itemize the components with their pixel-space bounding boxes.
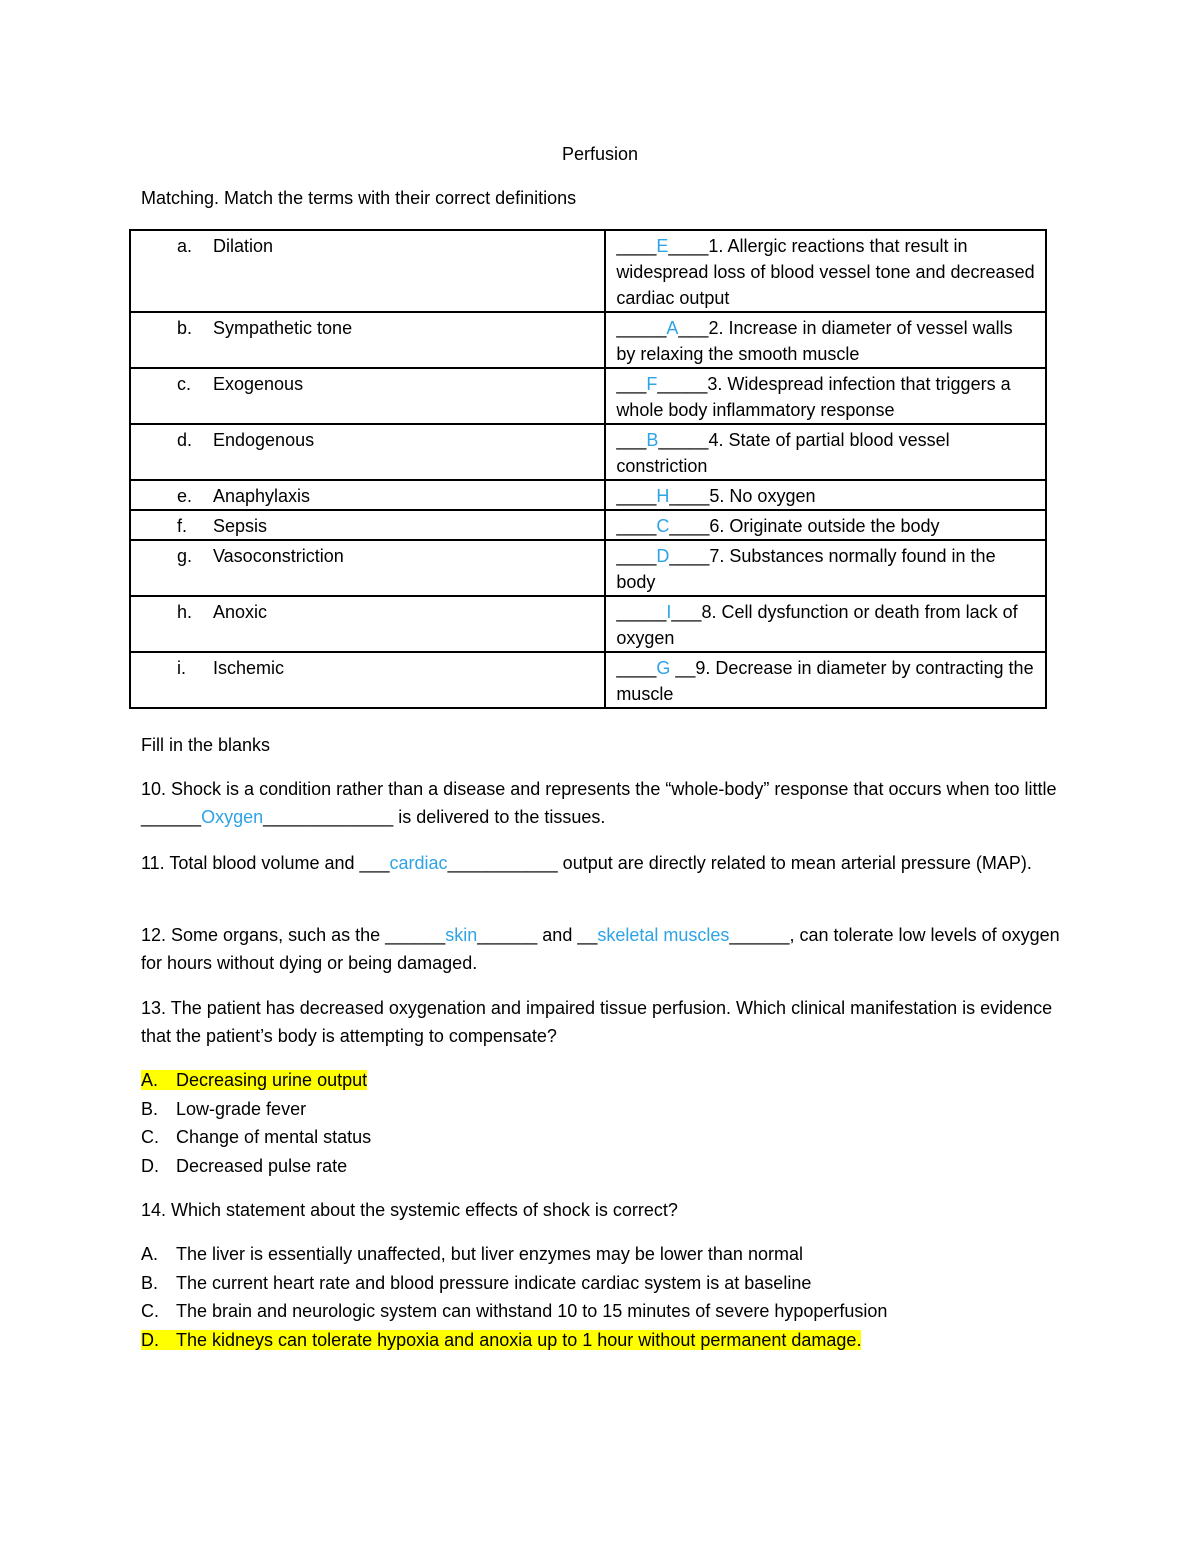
term-letter: c. xyxy=(177,374,192,394)
term-letter: a. xyxy=(177,236,193,256)
matching-term-cell xyxy=(130,230,605,312)
matching-row xyxy=(130,480,1046,510)
definition-text: 3. Widespread infection that triggers a whole body inflammatory response xyxy=(616,374,1011,420)
q10-text-a: 10. Shock is a condition rather than a disease and represents the “whole-body” response that occurs when too little ______ xyxy=(141,779,1057,827)
answer-letter: F xyxy=(646,374,658,394)
question-12 xyxy=(141,921,1071,977)
q13-options xyxy=(141,1066,371,1180)
answer-blank-pre: ___ xyxy=(616,430,647,450)
matching-instructions: Matching. Match the terms with their correct definitions xyxy=(141,188,577,208)
q14-option-c-label: C. xyxy=(141,1301,159,1321)
answer-letter: A xyxy=(666,318,679,338)
question-13: 13. The patient has decreased oxygenation and impaired tissue perfusion. Which clinical manifestation is evidence that the patient’s body is attempting to compensate? xyxy=(141,998,1053,1046)
answer-blank-pre: ___ xyxy=(616,374,647,394)
q14-option-a xyxy=(141,1240,887,1269)
term-text: Anoxic xyxy=(213,602,268,622)
q14-option-b-label: B. xyxy=(141,1272,159,1293)
matching-definition-cell xyxy=(605,596,1046,652)
matching-row xyxy=(130,368,1046,424)
q14-option-d-text: The kidneys can tolerate hypoxia and anoxia up to 1 hour without permanent damage. xyxy=(176,1329,862,1350)
q13-option-d-text: Decreased pulse rate xyxy=(176,1155,348,1176)
q13-option-a-label: A. xyxy=(141,1070,159,1090)
matching-row xyxy=(130,596,1046,652)
matching-term-cell xyxy=(130,510,605,540)
q11-answer: cardiac xyxy=(389,853,448,873)
matching-term-cell xyxy=(130,424,605,480)
fill-heading: Fill in the blanks xyxy=(141,735,271,755)
definition-text: 8. Cell dysfunction or death from lack of oxygen xyxy=(616,602,1018,648)
matching-row xyxy=(130,540,1046,596)
q13-option-d-label: D. xyxy=(141,1155,159,1176)
answer-blank-pre: _____ xyxy=(616,318,667,338)
answer-blank-pre: ____ xyxy=(616,658,657,678)
definition-text: 5. No oxygen xyxy=(709,486,816,506)
q13-option-c-label: C. xyxy=(141,1127,159,1147)
matching-definition-cell xyxy=(605,368,1046,424)
matching-term-cell xyxy=(130,368,605,424)
q13-option-b xyxy=(141,1095,371,1124)
matching-row xyxy=(130,230,1046,312)
question-14: 14. Which statement about the systemic effects of shock is correct? xyxy=(141,1200,678,1220)
answer-letter: G xyxy=(656,658,676,678)
answer-blank-pre: ____ xyxy=(616,236,657,256)
q12-answer-1: skin xyxy=(445,925,478,945)
answer-letter: I xyxy=(666,602,672,622)
q13-option-a xyxy=(141,1066,371,1095)
q13-option-c-text: Change of mental status xyxy=(176,1127,372,1147)
q13-option-d xyxy=(141,1152,371,1181)
matching-row xyxy=(130,652,1046,708)
answer-letter: E xyxy=(656,236,669,256)
matching-table xyxy=(129,229,1047,709)
answer-blank-post: ____ xyxy=(669,546,710,566)
q14-option-c xyxy=(141,1297,887,1326)
matching-definition-cell xyxy=(605,540,1046,596)
q13-option-a-text: Decreasing urine output xyxy=(176,1070,368,1090)
matching-row xyxy=(130,312,1046,368)
answer-blank-post: ___ xyxy=(671,602,702,622)
matching-term-cell xyxy=(130,596,605,652)
matching-definition-cell xyxy=(605,312,1046,368)
question-10 xyxy=(141,775,1071,831)
q14-option-b xyxy=(141,1269,887,1298)
term-letter: e. xyxy=(177,486,193,506)
q14-option-c-text: The brain and neurologic system can withstand 10 to 15 minutes of severe hypoperfusion xyxy=(176,1301,888,1321)
answer-blank-pre: ____ xyxy=(616,486,657,506)
term-text: Anaphylaxis xyxy=(213,486,311,506)
definition-text: 6. Originate outside the body xyxy=(709,516,940,536)
answer-letter: C xyxy=(656,516,670,536)
matching-definition-cell xyxy=(605,424,1046,480)
term-text: Sympathetic tone xyxy=(213,318,353,338)
page-title: Perfusion xyxy=(561,144,639,164)
q14-option-d xyxy=(141,1326,887,1355)
matching-term-cell xyxy=(130,480,605,510)
term-letter: d. xyxy=(177,430,193,450)
q10-answer: Oxygen xyxy=(201,807,264,827)
answer-letter: B xyxy=(646,430,659,450)
term-letter: b. xyxy=(177,318,193,338)
answer-blank-post: _____ xyxy=(658,430,709,450)
term-text: Ischemic xyxy=(213,658,285,678)
matching-term-cell xyxy=(130,652,605,708)
term-letter: h. xyxy=(177,602,193,622)
definition-text: 4. State of partial blood vessel constriction xyxy=(616,430,950,476)
q12-text-c: ______, can tolerate low levels of oxygen for hours without dying or being damaged. xyxy=(141,925,1060,973)
answer-blank-post: ____ xyxy=(669,486,710,506)
matching-row xyxy=(130,510,1046,540)
matching-definition-cell xyxy=(605,230,1046,312)
answer-blank-post: ___ xyxy=(678,318,709,338)
answer-blank-post: ____ xyxy=(669,516,710,536)
answer-letter: H xyxy=(656,486,670,506)
q14-option-a-label: A. xyxy=(141,1244,159,1264)
answer-letter: D xyxy=(656,546,670,566)
term-text: Sepsis xyxy=(213,516,268,536)
q10-text-b: _____________ is delivered to the tissues. xyxy=(263,807,606,827)
q13-option-b-text: Low-grade fever xyxy=(176,1098,307,1119)
q14-options xyxy=(141,1240,887,1354)
matching-term-cell xyxy=(130,540,605,596)
q12-text-a: 12. Some organs, such as the ______ xyxy=(141,925,446,945)
answer-blank-pre: _____ xyxy=(616,602,667,622)
term-text: Vasoconstriction xyxy=(213,546,344,566)
definition-text: 9. Decrease in diameter by contracting the muscle xyxy=(616,658,1034,704)
q12-answer-2: skeletal muscles xyxy=(597,925,730,945)
answer-blank-pre: ____ xyxy=(616,516,657,536)
q14-option-d-label: D. xyxy=(141,1329,159,1350)
term-text: Dilation xyxy=(213,236,274,256)
answer-blank-pre: ____ xyxy=(616,546,657,566)
term-letter: i. xyxy=(177,658,186,678)
matching-term-cell xyxy=(130,312,605,368)
definition-text: 1. Allergic reactions that result in widespread loss of blood vessel tone and decreased cardiac output xyxy=(616,236,1035,308)
term-text: Endogenous xyxy=(213,430,315,450)
q13-option-b-label: B. xyxy=(141,1098,159,1119)
matching-definition-cell xyxy=(605,652,1046,708)
matching-definition-cell xyxy=(605,480,1046,510)
definition-text: 7. Substances normally found in the body xyxy=(616,546,996,592)
term-letter: g. xyxy=(177,546,193,566)
answer-blank-post: ____ xyxy=(668,236,709,256)
answer-blank-post: _____ xyxy=(657,374,708,394)
q11-text-b: ___________ output are directly related to mean arterial pressure (MAP). xyxy=(447,853,1032,873)
q14-option-b-text: The current heart rate and blood pressure indicate cardiac system is at baseline xyxy=(176,1272,812,1293)
term-text: Exogenous xyxy=(213,374,304,394)
q14-option-a-text: The liver is essentially unaffected, but liver enzymes may be lower than normal xyxy=(176,1244,803,1264)
question-11 xyxy=(141,849,1071,877)
q12-text-b: ______ and __ xyxy=(477,925,598,945)
q13-option-c xyxy=(141,1123,371,1152)
answer-blank-post: __ xyxy=(675,658,696,678)
term-letter: f. xyxy=(177,516,188,536)
matching-row xyxy=(130,424,1046,480)
matching-definition-cell xyxy=(605,510,1046,540)
q11-text-a: 11. Total blood volume and ___ xyxy=(141,853,390,873)
definition-text: 2. Increase in diameter of vessel walls by relaxing the smooth muscle xyxy=(616,318,1013,364)
